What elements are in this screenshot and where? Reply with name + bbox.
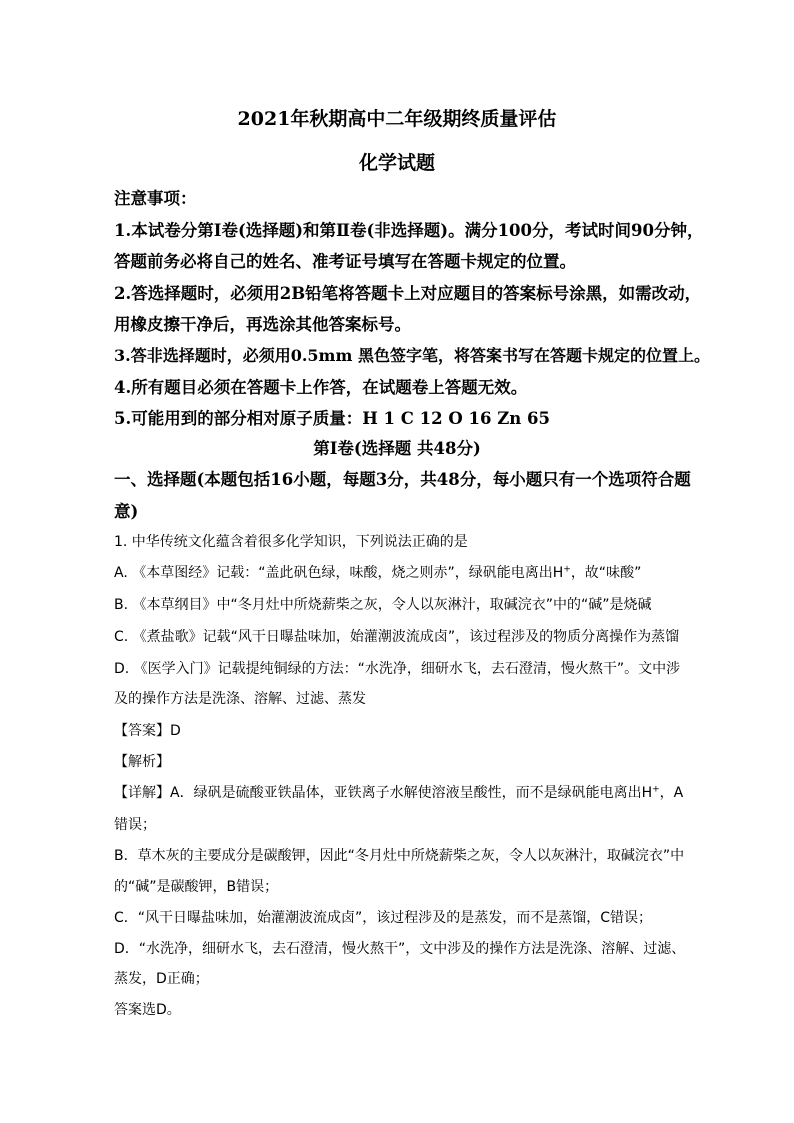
notice-item-4: 4.所有题目必须在答题卡上作答，在试题卷上答题无效。: [114, 378, 528, 397]
question-stem: 1. 中华传统文化蕴含着很多化学知识，下列说法正确的是: [114, 534, 468, 550]
detail-d-line-1: D．“水洗净，细研水飞，去石澄清，慢火熬干”，文中涉及的操作方法是洗涤、溶解、过滤、: [114, 941, 686, 957]
detail-a-text-end: ，A: [659, 785, 684, 801]
section-heading-line-1: 一、选择题(本题包括16小题，每题3分，共48分，每小题只有一个选项符合题: [114, 470, 691, 489]
notice-item-1-line-1: 1.本试卷分第Ⅰ卷(选择题)和第Ⅱ卷(非选择题)。满分100分，考试时间90分钟，: [114, 221, 704, 240]
option-a-text-end: ，故“味酸”: [570, 565, 642, 581]
option-d-line-1: D. 《医学入门》记载提纯铜绿的方法：“水洗净，细研水飞，去石澄清，慢火熬干”。文中涉: [114, 661, 681, 677]
detail-b-line-1: B．草木灰的主要成分是碳酸钾，因此“冬月灶中所烧薪柴之灰，令人以灰淋汁，取碱浣衣”中: [114, 848, 685, 864]
detail-a-superscript: +: [652, 784, 660, 795]
option-c: C. 《煮盐歌》记载“风干日曝盐味加，始灌潮波流成卤”，该过程涉及的物质分离操作为蒸馏: [114, 629, 680, 645]
section-title: 第Ⅰ卷(选择题 共48分): [313, 439, 481, 458]
section-heading-line-2: 意): [114, 502, 139, 521]
analysis-label: 【解析】: [114, 754, 170, 770]
notice-item-2-line-2: 用橡皮擦干净后，再选涂其他答案标号。: [114, 315, 411, 334]
option-d-line-2: 及的操作方法是洗涤、溶解、过滤、蒸发: [114, 691, 366, 707]
page-title: 2021年秋期高中二年级期终质量评估: [237, 108, 557, 130]
option-a-superscript: +: [563, 564, 571, 575]
notice-item-3: 3.答非选择题时，必须用0.5mm 黑色签字笔，将答案书写在答题卡规定的位置上。: [114, 346, 710, 365]
detail-b-line-2: 的“碱”是碳酸钾，B错误；: [114, 879, 279, 895]
page-subtitle: 化学试题: [358, 152, 435, 174]
detail-a-line-1: [114, 782, 683, 802]
option-b: B. 《本草纲目》中“冬月灶中所烧薪柴之灰，令人以灰淋汁，取碱浣衣”中的“碱”是烧碱: [114, 597, 652, 613]
notice-item-2-line-1: 2.答选择题时，必须用2B铅笔将答题卡上对应题目的答案标号涂黑，如需改动，: [114, 284, 702, 303]
detail-d-line-2: 蒸发，D正确；: [114, 971, 209, 987]
conclusion: 答案选D。: [114, 1002, 181, 1018]
detail-a-line-2: 错误；: [114, 817, 156, 833]
option-a: [114, 562, 641, 582]
detail-c: C．“风干日曝盐味加，始灌潮波流成卤”，该过程涉及的是蒸发，而不是蒸馏，C错误；: [114, 910, 653, 926]
notice-heading: 注意事项：: [114, 189, 197, 208]
detail-a-text: 【详解】A．绿矾是硫酸亚铁晶体，亚铁离子水解使溶液呈酸性，而不是绿矾能电离出H: [114, 785, 653, 801]
notice-item-5: 5.可能用到的部分相对原子质量：H 1 C 12 O 16 Zn 65: [114, 409, 550, 428]
notice-item-1-line-2: 答题前务必将自己的姓名、准考证号填写在答题卡规定的位置。: [114, 252, 576, 271]
option-a-text: A. 《本草图经》记载：“盖此矾色绿，味酸，烧之则赤”，绿矾能电离出H: [114, 565, 564, 581]
answer-label: 【答案】D: [114, 723, 181, 739]
